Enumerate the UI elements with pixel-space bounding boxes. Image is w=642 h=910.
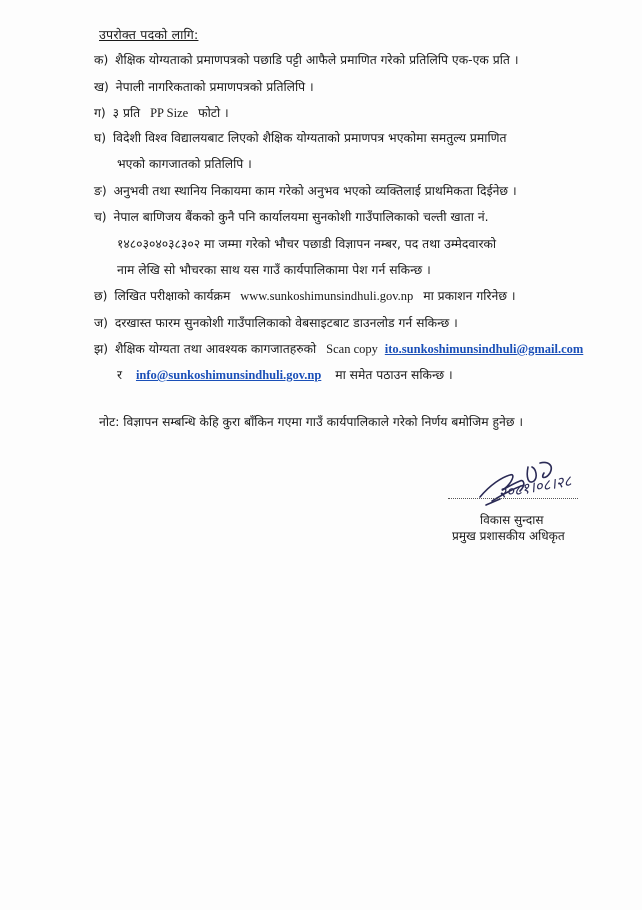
signatory-title: प्रमुख प्रशासकीय अधिकृत xyxy=(452,529,565,543)
list-item-jha xyxy=(94,341,583,357)
signatory-name: विकास सुन्दास xyxy=(480,513,544,527)
note-text: नोट: विज्ञापन सम्बन्धि केहि कुरा बाँकिन गएमा गाउँ कार्यपालिकाले गरेको निर्णय बमोजिम हुनेछ । xyxy=(99,415,524,429)
item-text: नेपाली नागरिकताको प्रमाणपत्रको प्रतिलिपि । xyxy=(115,80,314,94)
list-item-nga xyxy=(94,183,517,199)
list-item-gha-cont: भएको कागजातको प्रतिलिपि । xyxy=(117,157,252,171)
website-url: www.sunkoshimunsindhuli.gov.np xyxy=(240,289,414,303)
item-text: शैक्षिक योग्यताको प्रमाणपत्रको पछाडि पट्टी आफैले प्रमाणित गरेको प्रतिलिपि एक-एक प्रति । xyxy=(115,53,519,67)
item-marker: च) xyxy=(94,210,107,224)
list-item-cha-cont-2: नाम लेखि सो भौचरका साथ यस गाउँ कार्यपालिकामा पेश गर्न सकिन्छ । xyxy=(117,263,431,277)
item-text-post: फोटो । xyxy=(198,106,229,120)
item-text: ३ प्रति xyxy=(112,106,141,120)
list-item-gha xyxy=(94,130,507,146)
item-text-post: मा समेत पठाउन सकिन्छ । xyxy=(335,368,453,382)
item-marker: ङ) xyxy=(94,184,107,198)
list-item-cha xyxy=(94,209,489,225)
list-item-ga xyxy=(94,105,229,121)
signature-line xyxy=(448,498,578,499)
signature-scribble xyxy=(440,455,610,565)
item-text-post: मा प्रकाशन गरिनेछ । xyxy=(423,289,516,303)
item-latin-text: PP Size xyxy=(150,106,189,120)
item-text: शैक्षिक योग्यता तथा आवश्यक कागजातहरुको xyxy=(115,342,317,356)
scan-copy-text: Scan copy xyxy=(326,342,378,356)
section-heading: उपरोक्त पदको लागि: xyxy=(99,27,199,42)
item-marker: क) xyxy=(94,53,109,67)
item-marker: छ) xyxy=(94,289,108,303)
item-text: नेपाल बाणिजय बैंकको कुनै पनि कार्यालयमा सुनकोशी गाउँपालिकाको चल्ती खाता नं. xyxy=(113,210,489,224)
handwritten-date: २०८१।०८।२८ xyxy=(496,471,573,503)
list-item-jha-cont xyxy=(117,367,453,383)
list-item-chha xyxy=(94,288,516,304)
item-text: दरखास्त फारम सुनकोशी गाउँपालिकाको वेबसाइटबाट डाउनलोड गर्न सकिन्छ । xyxy=(114,316,458,330)
list-item-ka xyxy=(94,52,519,68)
email-link-info[interactable]: info@sunkoshimunsindhuli.gov.np xyxy=(135,368,322,382)
item-text: र xyxy=(117,368,123,382)
handwritten-signature xyxy=(440,455,610,565)
item-text: विदेशी विश्व विद्यालयबाट लिएको शैक्षिक योग्यताको प्रमाणपत्र भएकोमा समतुल्य प्रमाणित xyxy=(113,131,507,145)
list-item-ja xyxy=(94,315,458,331)
item-text: लिखित परीक्षाको कार्यक्रम xyxy=(114,289,231,303)
item-marker: ज) xyxy=(94,316,108,330)
item-marker: ग) xyxy=(94,106,106,120)
item-marker: ख) xyxy=(94,80,109,94)
item-marker: झ) xyxy=(94,342,109,356)
list-item-cha-cont-1: १४८०३०४०३८३०२ मा जम्मा गरेको भौचर पछाडी विज्ञापन नम्बर, पद तथा उम्मेदवारको xyxy=(117,237,497,251)
item-marker: घ) xyxy=(94,131,107,145)
list-item-kha xyxy=(94,79,314,95)
item-text: अनुभवी तथा स्थानिय निकायमा काम गरेको अनुभव भएको व्यक्तिलाई प्राथमिकता दिईनेछ । xyxy=(113,184,517,198)
email-link-ito[interactable]: ito.sunkoshimunsindhuli@gmail.com xyxy=(384,342,584,356)
